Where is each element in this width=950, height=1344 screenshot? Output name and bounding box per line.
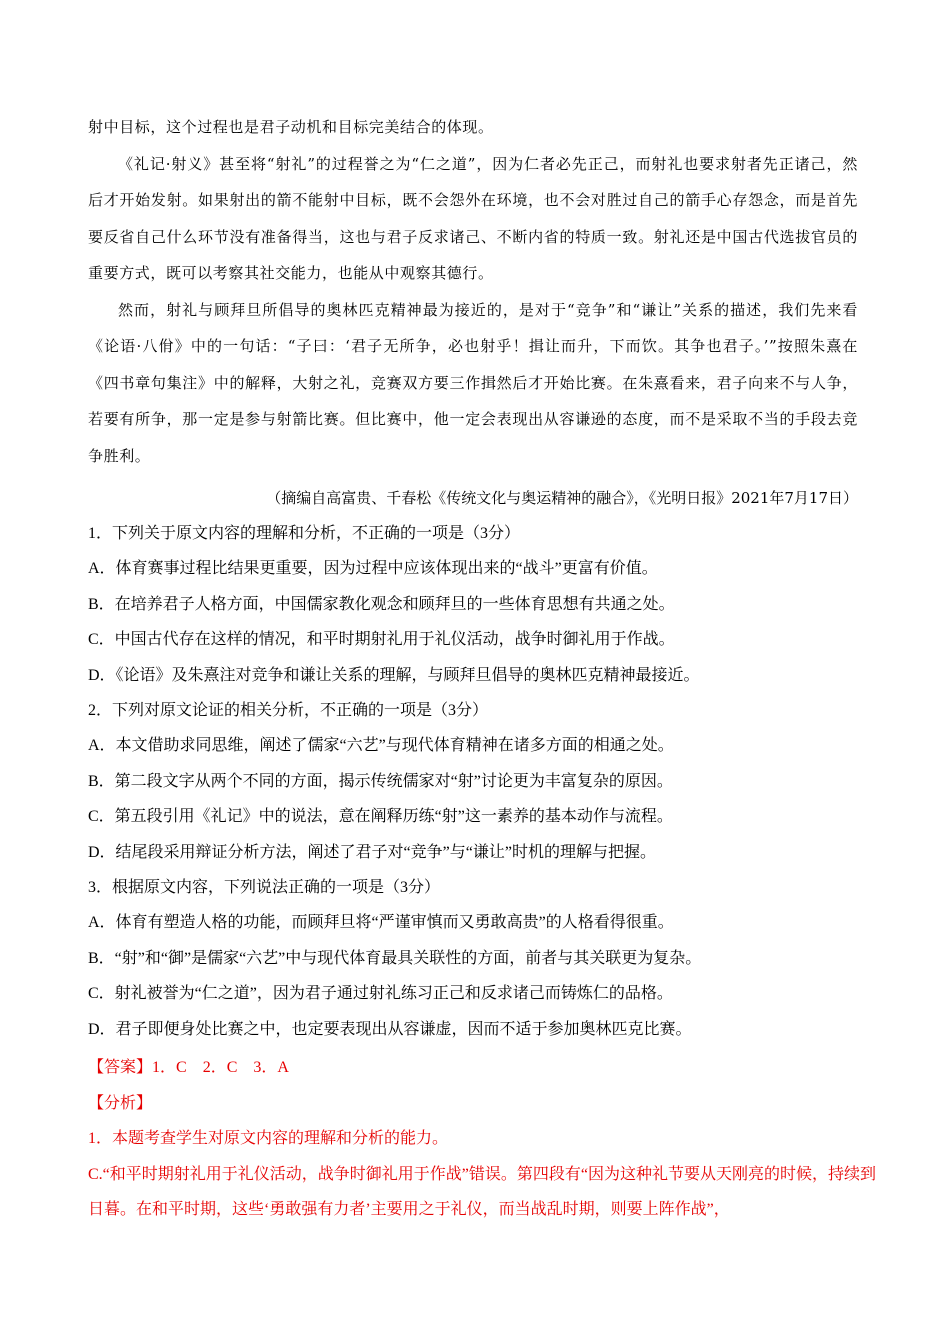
question-1-option-a: A．体育赛事过程比结果更重要，因为过程中应该体现出来的“战斗”更富有价值。 [88,560,658,578]
question-1-option-b: B．在培养君子人格方面，中国儒家教化观念和顾拜旦的一些体育思想有共通之处。 [88,595,675,613]
answer-values: 1．C 2．C 3．A [152,1059,289,1076]
question-3-stem: 3．根据原文内容，下列说法正确的一项是（3分） [88,879,441,897]
passage-paragraph-1: 《礼记·射义》甚至将“射礼”的过程誉之为“仁之道”，因为仁者必先正己，而射礼也要求射者先正诸己，然后才开始发射。如果射出的箭不能射中目标，既不会怨外在环境，也不会对胜过自己的箭手心存怨念，而是首先要反省自己什么环节没有准备得当，这也与君子反求诸己、不断内省的特质一致。射礼还是中国古代选拔官员的重要方式，既可以考察其社交能力，也能从中观察其德行。 [88,154,858,282]
answer-section [88,1050,878,1228]
answer-line [88,1050,878,1086]
question-3-option-d: D．君子即便身处比赛之中，也定要表现出从容谦虚，因而不适于参加奥林匹克比赛。 [88,1020,692,1038]
question-2-option-a: A．本文借助求同思维，阐述了儒家“六艺”与现代体育精神在诸多方面的相通之处。 [88,737,674,755]
question-1-option-c: C．中国古代存在这样的情况，和平时期射礼用于礼仪活动，战争时御礼用于作战。 [88,631,675,649]
question-1-option-d: D．《论语》及朱熹注对竞争和谦让关系的理解，与顾拜旦倡导的奥林匹克精神最接近。 [88,666,700,684]
question-2-option-d: D．结尾段采用辩证分析方法，阐述了君子对“竞争”与“谦让”时机的理解与把握。 [88,843,656,861]
passage-paragraph-0: 射中目标，这个过程也是君子动机和目标完美结合的体现。 [88,118,494,136]
question-3-option-a: A．体育有塑造人格的功能，而顾拜旦将“严谨审慎而又勇敢高贵”的人格看得很重。 [88,914,674,932]
questions [88,516,868,1047]
source-citation: （摘编自高富贵、千春松《传统文化与奥运精神的融合》，《光明日报》2021年7月17日） [266,489,858,507]
question-2-option-c: C．第五段引用《礼记》中的说法，意在阐释历练“射”这一素养的基本动作与流程。 [88,808,673,826]
question-3-option-b: B．“射”和“御”是儒家“六艺”中与现代体育最具关联性的方面，前者与其关联更为复杂。 [88,949,702,967]
analysis-tag: 【分析】 [88,1094,153,1112]
analysis-line-2: C.“和平时期射礼用于礼仪活动，战争时御礼用于作战”错误。第四段有“因为这种礼节要从天刚亮的时候，持续到日暮。在和平时期，这些‘勇敢强有力者’主要用之于礼仪，而当战乱时期，则要上阵作战”， [88,1165,876,1218]
answer-tag: 【答案】 [88,1059,153,1076]
question-2-option-b: B．第二段文字从两个不同的方面，揭示传统儒家对“射”讨论更为丰富复杂的原因。 [88,772,673,790]
question-1-stem: 1．下列关于原文内容的理解和分析，不正确的一项是（3分） [88,525,521,542]
question-3-option-c: C．射礼被誉为“仁之道”，因为君子通过射礼练习正己和反求诸己而铸炼仁的品格。 [88,985,673,1003]
analysis-line-1: 1．本题考查学生对原文内容的理解和分析的能力。 [88,1130,449,1147]
passage-paragraph-2: 然而，射礼与顾拜旦所倡导的奥林匹克精神最为接近的，是对于“竞争”和“谦让”关系的描述，我们先来看《论语·八佾》中的一句话：“子曰：‘君子无所争，必也射乎！揖让而升，下而饮。其争也君子。’”按照朱熹在《四书章句集注》中的解释，大射之礼，竞赛双方要三作揖然后才开始比赛。在朱熹看来，君子向来不与人争，若要有所争，那一定是参与射箭比赛。但比赛中，他一定会表现出从容谦逊的态度，而不是采取不当的手段去竞争胜利。 [88,300,858,465]
question-2-stem: 2．下列对原文论证的相关分析，不正确的一项是（3分） [88,702,489,720]
passage [88,109,858,474]
